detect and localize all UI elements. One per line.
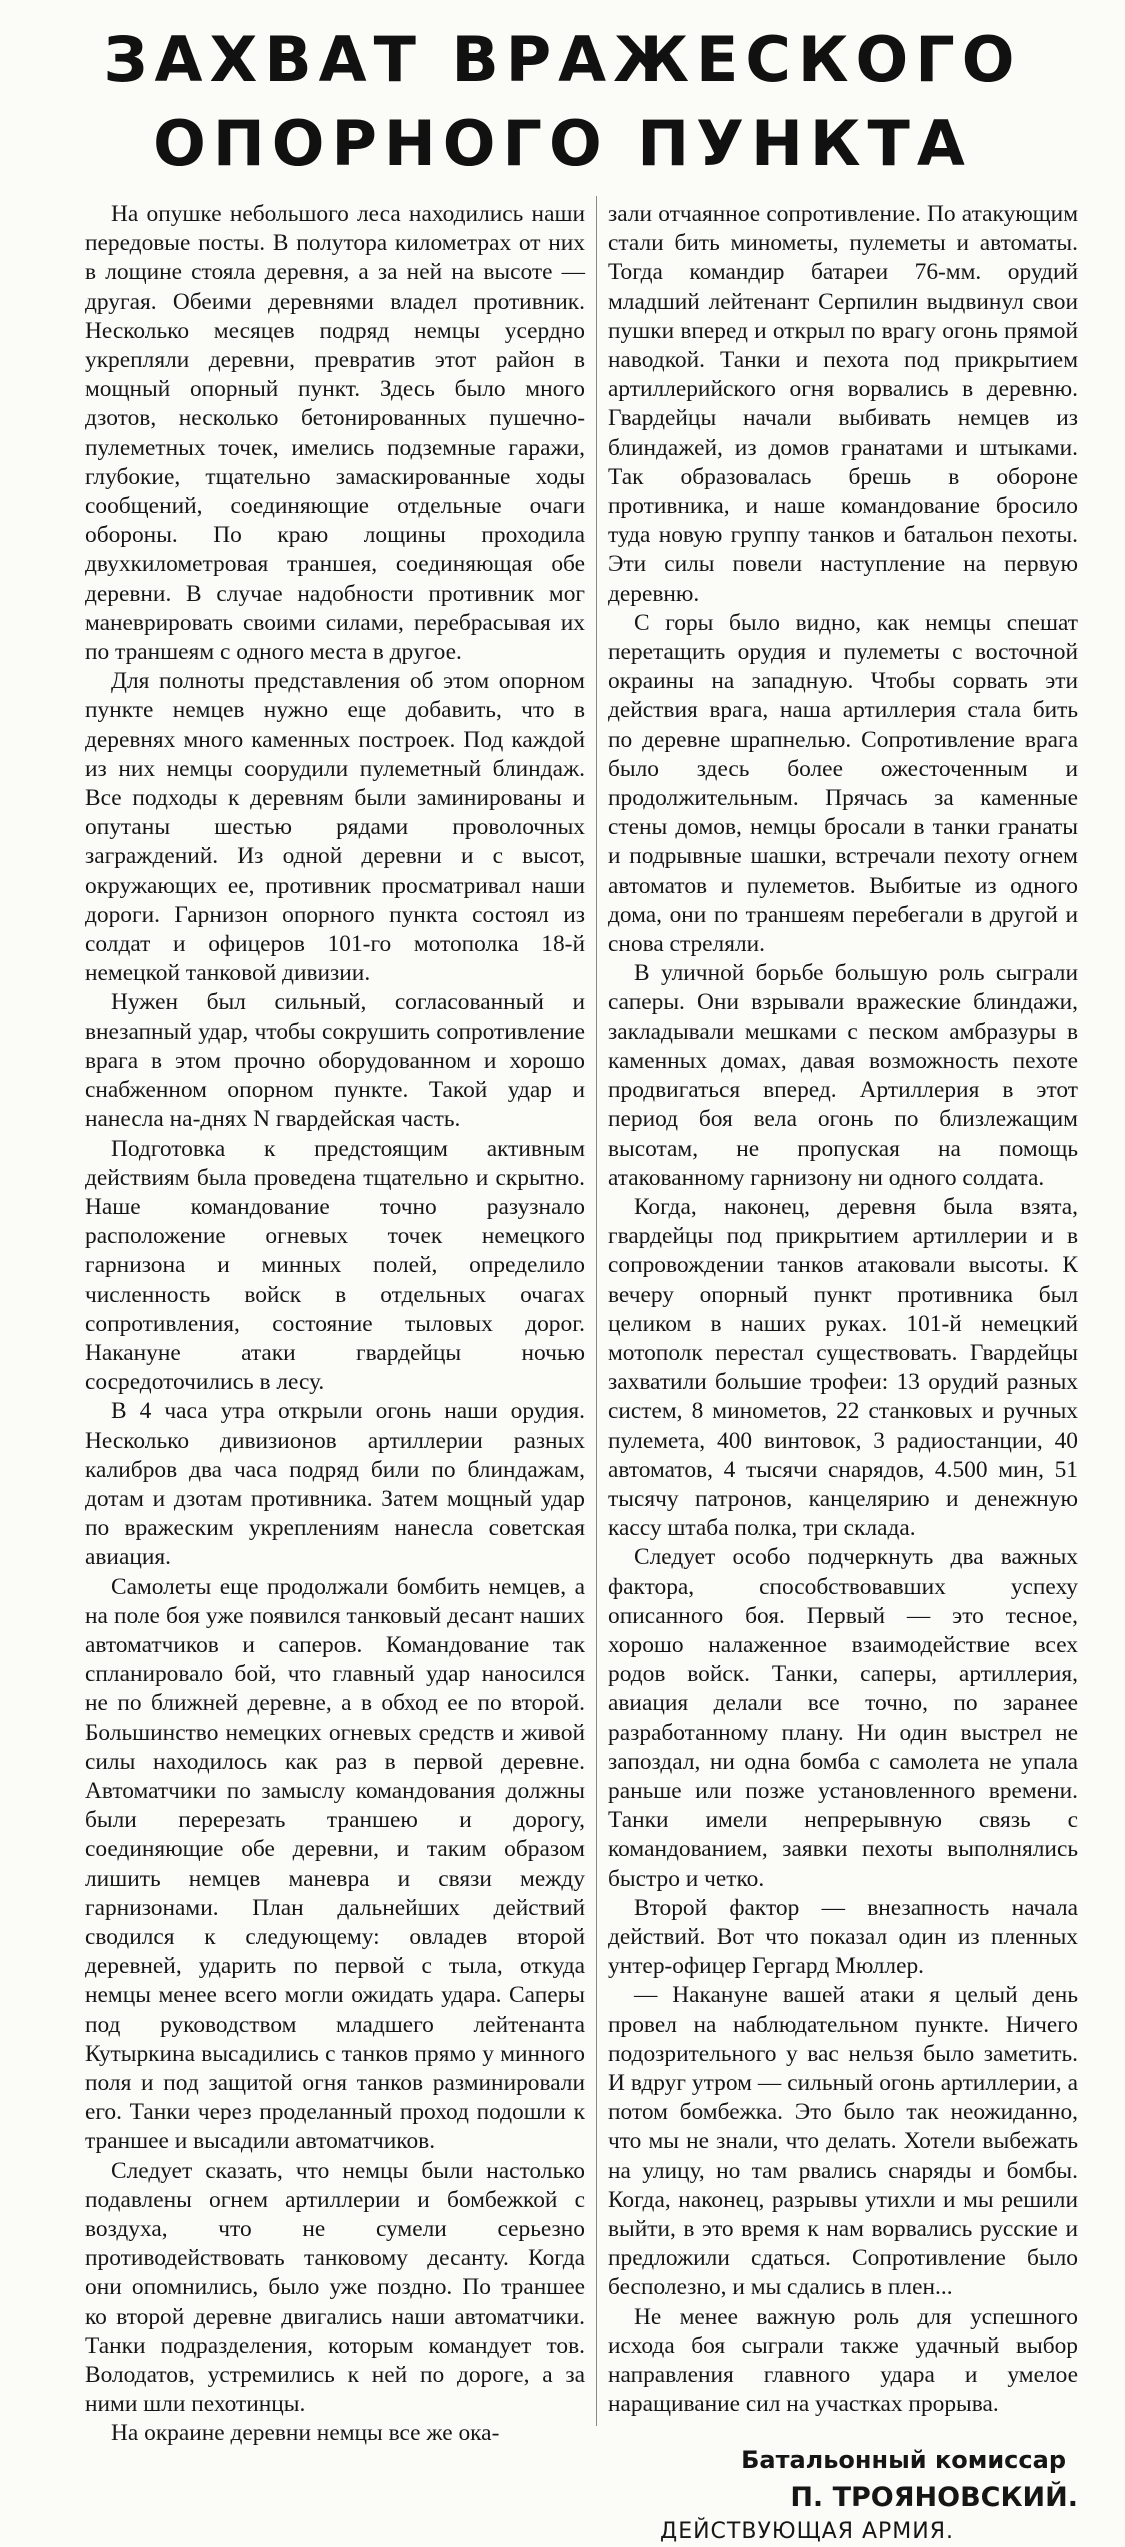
dateline: ДЕЙСТВУЮЩАЯ АРМИЯ.	[660, 2519, 955, 2545]
paragraph: На окраине деревни немцы все же ока-	[111, 2420, 500, 2447]
paragraph: Для полноты представления об этом опорном пункте немцев нужно еще добавить, что в деревнях много каменных построек. Под каждой из них немцы соорудили пулеметный блиндаж. Все подходы к деревням были заминированы и опутаны шестью рядами проволочных заграждений. Из одной деревни и с высот, окружающих ее, противник просматривал наши дороги. Гарнизон опорного пункта состоял из солдат и офицеров 101-го мотополка 18-й немецкой танковой дивизии.	[85, 668, 585, 987]
paragraph: Не менее важную роль для успешного исхода боя сыграли также удачный выбор направления главного удара и умелое наращивание сил на участках прорыва.	[608, 2303, 1078, 2418]
paragraph: Следует сказать, что немцы были настолько подавлены огнем артиллерии и бомбежкой с воздуха, что не сумели серьезно противодействовать танковому десанту. Когда они опомнились, было уже поздно. По траншее ко второй деревне двигались наши автоматчики. Танки подразделения, которым командует тов. Володатов, устремились к ней по дороге, а за ними шли пехотинцы.	[85, 2157, 585, 2418]
paragraph: На опушке небольшого леса находились наши передовые посты. В полутора километрах от них в лощине стояла деревня, а за ней на высоте — другая. Обеими деревнями владел противник. Несколько месяцев подряд немцы усердно укрепляли деревни, превратив этот район в мощный опорный пункт. Здесь было много дзотов, несколько бетонированных пушечно-пулеметных точек, имелись подземные гаражи, глубокие, тщательно замаскированные ходы сообщений, соединяющие отдельные очаги обороны. По краю лощины проходила двухкилометровая траншея, соединяющая обе деревни. В случае надобности противник мог маневрировать своими силами, перебрасывая их по траншеям с одного места в другое.	[85, 201, 585, 666]
article-headline	[0, 18, 1125, 186]
paragraph: Следует особо подчеркнуть два важных фактора, способствовавших успеху описанного боя. Первый — это тесное, хорошо налаженное взаимодействие всех родов войск. Танки, саперы, артиллерия, авиация делали все точно, по заранее разработанному плану. Ни один выстрел не запоздал, ни одна бомба с самолета не упала раньше или позже установленного времени. Танки имели непрерывную связь с командованием, заявки пехоты выполнялись быстро и четко.	[608, 1544, 1078, 1892]
paragraph: В уличной борьбе большую роль сыграли саперы. Они взрывали вражеские блиндажи, закладывали мешками с песком амбразуры в каменных домах, давая возможность пехоте продвигаться вперед. Артиллерия в этот период боя вела огонь по близлежащим высотам, не пропуская на помощь атакованному гарнизону ни одного солдата.	[608, 960, 1078, 1191]
paragraph: Когда, наконец, деревня была взята, гвардейцы под прикрытием артиллерии и в сопровождении танков атаковали высоты. К вечеру опорный пункт противника был целиком в наших руках. 101-й немецкий мотополк перестал существовать. Гвардейцы захватили большие трофеи: 13 орудий разных систем, 8 минометов, 22 станковых и ручных пулемета, 400 винтовок, 3 радиостанции, 40 автоматов, 4 тысячи снарядов, 4.500 мин, 51 тысячу патронов, канцелярию и денежную кассу штаба полка, три склада.	[608, 1193, 1078, 1542]
right-column	[608, 200, 1078, 2547]
column-divider	[596, 196, 597, 2426]
headline-line-2: ОПОРНОГО ПУНКТА	[153, 107, 972, 180]
left-column	[85, 200, 585, 2449]
headline-line-1: ЗАХВАТ ВРАЖЕСКОГО	[103, 23, 1022, 96]
paragraph: Самолеты еще продолжали бомбить немцев, а на поле боя уже появился танковый десант наших автоматчиков и саперов. Командование так спланировало бой, что главный удар наносился не по ближней деревне, а в обход ее по второй. Большинство немецких огневых средств и живой силы находилось как раз в первой деревне. Автоматчики по замыслу командования должны были перерезать траншею и дорогу, соединяющие обе деревни, и таким образом лишить немцев маневра и связи между гарнизонами. План дальнейших действий сводился к следующему: овладев второй деревней, ударить по первой с тыла, откуда немцы менее всего могли ожидать удара. Саперы под руководством младшего лейтенанта Кутыркина высадились с танков прямо у минного поля и под защитой огня танков разминировали его. Танки через проделанный проход подошли к траншее и высадили автоматчиков.	[85, 1573, 585, 2155]
paragraph: Подготовка к предстоящим активным действиям была проведена тщательно и скрытно. Наше командование точно разузнало расположение огневых точек немецкого гарнизона и минных полей, определило численность войск в отдельных очагах сопротивления, состояние тыловых дорог. Накануне атаки гвардейцы ночью сосредоточились в лесу.	[85, 1135, 585, 1396]
paragraph-continued: зали отчаянное сопротивление. По атакующим стали бить минометы, пулеметы и автоматы. Тогда командир батареи 76-мм. орудий младший лейтенант Серпилин выдвинул свои пушки вперед и открыл по врагу огонь прямой наводкой. Танки и пехота под прикрытием артиллерийского огня ворвались в деревню. Гвардейцы начали выбивать немцев из блиндажей, из домов гранатами и штыками. Так образовалась брешь в обороне противника, и наше командование бросило туда новую группу танков и батальон пехоты. Эти силы повели наступление на первую деревню.	[608, 201, 1078, 607]
paragraph: Второй фактор — внезапность начала действий. Вот что показал один из пленных унтер-офицер Гергард Мюллер.	[608, 1894, 1078, 1980]
author-name: П. ТРОЯНОВСКИЙ.	[790, 2482, 1078, 2514]
paragraph: В 4 часа утра открыли огонь наши орудия. Несколько дивизионов артиллерии разных калибров два часа подряд били по блиндажам, дотам и дзотам противника. Затем мощный удар по вражеским укреплениям нанесла советская авиация.	[85, 1398, 585, 1571]
paragraph: — Накануне вашей атаки я целый день провел на наблюдательном пункте. Ничего подозрительного у вас нельзя было заметить. И вдруг утром — сильный огонь артиллерии, а потом бомбежка. Это было так неожиданно, что мы не знали, что делать. Хотели выбежать на улицу, но там рвались снаряды и бомбы. Когда, наконец, разрывы утихли и мы решили выйти, в это время к нам ворвались русские и предложили сдаться. Сопротивление было бесполезно, и мы сдались в плен...	[608, 1982, 1078, 2301]
paragraph: С горы было видно, как немцы спешат перетащить орудия и пулеметы с восточной окраины на западную. Чтобы сорвать эти действия врага, наша артиллерия стала бить по деревне шрапнелью. Сопротивление врага было здесь более ожесточенным и продолжительным. Прячась за каменные стены домов, немцы бросали в танки гранаты и подрывные шашки, встречали пехоту огнем автоматов и пулеметов. Выбитые из одного дома, они по траншеям перебегали в другой и снова стреляли.	[608, 609, 1078, 958]
author-signature	[608, 2441, 1078, 2517]
author-rank: Батальонный комиссар	[741, 2446, 1066, 2475]
paragraph: Нужен был сильный, согласованный и внезапный удар, чтобы сокрушить сопротивление врага в этом прочно оборудованном и хорошо снабженном опорном пункте. Такой удар и нанесла на-днях N гвардейская часть.	[85, 989, 585, 1133]
